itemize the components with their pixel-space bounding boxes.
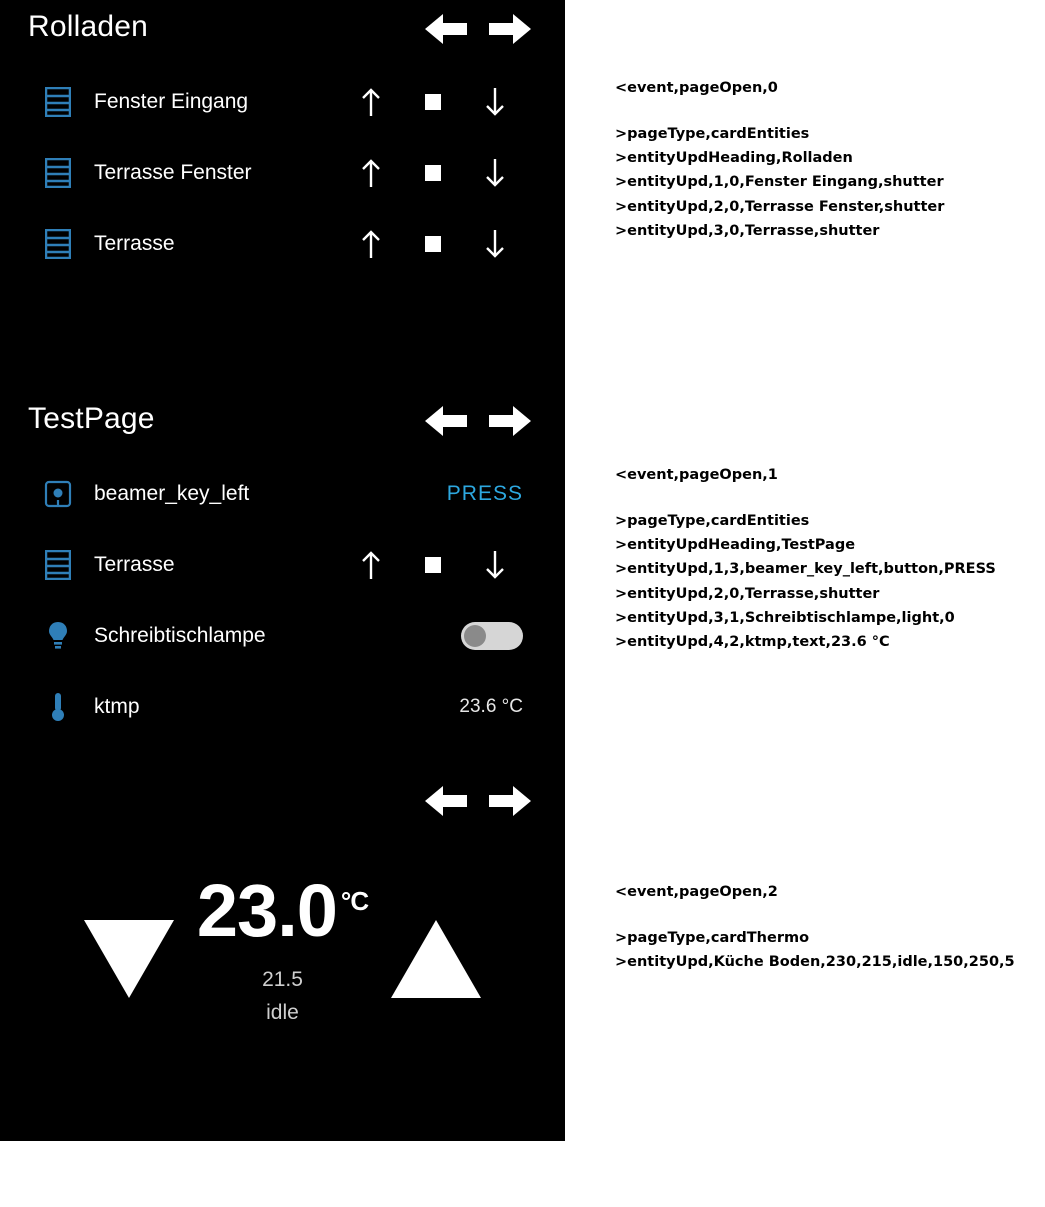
list-item-label: Terrasse xyxy=(94,552,175,576)
list-item xyxy=(0,671,565,742)
page-navigation xyxy=(423,8,543,50)
shutter-stop-button[interactable] xyxy=(415,156,451,190)
page-title: Rolladen xyxy=(28,10,149,43)
shutter-up-button[interactable] xyxy=(353,227,389,261)
doc-command-line: >entityUpd,1,3,beamer_key_left,button,PRESS xyxy=(615,561,996,578)
card-testpage xyxy=(0,392,565,772)
card-rolladen xyxy=(0,0,565,390)
page-title: TestPage xyxy=(28,402,155,435)
shutter-stop-button[interactable] xyxy=(415,85,451,119)
doc-command-line: >entityUpdHeading,Rolladen xyxy=(615,150,853,167)
next-page-button[interactable] xyxy=(485,8,533,50)
stop-square-icon xyxy=(425,236,441,252)
entity-rows xyxy=(0,66,565,279)
doc-event-line: <event,pageOpen,1 xyxy=(615,467,778,483)
stop-square-icon xyxy=(425,557,441,573)
toggle-knob xyxy=(464,625,486,647)
list-item[interactable] xyxy=(0,458,565,529)
doc-event-line: <event,pageOpen,0 xyxy=(615,80,778,96)
thermostat-control xyxy=(0,838,565,1207)
doc-command-lines xyxy=(615,926,1045,974)
stop-square-icon xyxy=(425,165,441,181)
prev-page-button[interactable] xyxy=(423,400,471,442)
thermostat-readout xyxy=(0,838,565,1038)
doc-command-line: >entityUpdHeading,TestPage xyxy=(615,537,856,554)
doc-command-line: >entityUpd,1,0,Fenster Eingang,shutter xyxy=(615,174,944,191)
current-temperature-value: 23.0 xyxy=(196,869,337,952)
prev-page-button[interactable] xyxy=(423,780,471,822)
shutter-controls xyxy=(353,548,523,582)
lightbulb-icon xyxy=(42,620,74,652)
shutter-icon xyxy=(42,86,74,118)
shutter-icon xyxy=(42,157,74,189)
prev-page-button[interactable] xyxy=(423,8,471,50)
shutter-stop-button[interactable] xyxy=(415,548,451,582)
doc-command-line: >pageType,cardEntities xyxy=(615,126,810,142)
shutter-up-button[interactable] xyxy=(353,156,389,190)
page-navigation xyxy=(423,780,543,822)
target-temperature: 21.5 xyxy=(262,968,303,991)
thermostat-name: Küche Boden xyxy=(207,1154,358,1182)
list-item-label: Terrasse xyxy=(94,231,175,255)
shutter-controls xyxy=(353,85,523,119)
doc-command-line: >entityUpd,3,1,Schreibtischlampe,light,0 xyxy=(615,609,955,626)
thermometer-icon xyxy=(42,691,74,723)
card-header xyxy=(0,392,565,458)
doc-command-line: >pageType,cardThermo xyxy=(615,930,810,946)
shutter-stop-button[interactable] xyxy=(415,227,451,261)
button-icon xyxy=(42,478,74,510)
list-item[interactable] xyxy=(0,529,565,600)
doc-block-page1 xyxy=(615,467,1045,654)
doc-block-page2 xyxy=(615,884,1045,974)
current-temperature xyxy=(0,868,565,953)
shutter-controls xyxy=(353,156,523,190)
doc-command-line: >entityUpd,3,0,Terrasse,shutter xyxy=(615,222,880,239)
doc-block-page0 xyxy=(615,80,1045,243)
list-item[interactable] xyxy=(0,137,565,208)
shutter-up-button[interactable] xyxy=(353,85,389,119)
shutter-up-button[interactable] xyxy=(353,548,389,582)
list-item-label: beamer_key_left xyxy=(94,481,250,505)
list-item-label: Schreibtischlampe xyxy=(94,623,266,647)
doc-command-line: >entityUpd,4,2,ktmp,text,23.6 °C xyxy=(615,634,890,651)
list-item[interactable] xyxy=(0,208,565,279)
doc-command-lines xyxy=(615,122,1045,243)
doc-command-line: >pageType,cardEntities xyxy=(615,513,810,529)
entity-rows xyxy=(0,458,565,742)
card-header xyxy=(0,0,565,66)
page-navigation xyxy=(423,400,543,442)
protocol-documentation xyxy=(565,0,1045,1141)
list-item-label: ktmp xyxy=(94,694,140,718)
list-item[interactable] xyxy=(0,66,565,137)
status-badge: idle xyxy=(266,1001,299,1024)
stop-square-icon xyxy=(425,94,441,110)
temperature-unit: °C xyxy=(340,886,369,917)
shutter-down-button[interactable] xyxy=(477,548,513,582)
list-item-label: Terrasse Fenster xyxy=(94,160,252,184)
list-item-label: Fenster Eingang xyxy=(94,89,249,113)
doc-command-line: >entityUpd,Küche Boden,230,215,idle,150,250,5 xyxy=(615,954,1015,971)
shutter-down-button[interactable] xyxy=(477,156,513,190)
press-button[interactable]: PRESS xyxy=(446,481,523,505)
doc-command-line: >entityUpd,2,0,Terrasse Fenster,shutter xyxy=(615,198,945,215)
shutter-controls xyxy=(353,227,523,261)
card-header xyxy=(0,772,565,838)
list-item[interactable] xyxy=(0,600,565,671)
shutter-icon xyxy=(42,549,74,581)
next-page-button[interactable] xyxy=(485,400,533,442)
light-toggle-switch[interactable] xyxy=(461,622,523,650)
shutter-down-button[interactable] xyxy=(477,85,513,119)
shutter-down-button[interactable] xyxy=(477,227,513,261)
doc-command-lines xyxy=(615,509,1045,654)
card-thermo xyxy=(0,772,565,1182)
doc-event-line: <event,pageOpen,2 xyxy=(615,884,778,900)
next-page-button[interactable] xyxy=(485,780,533,822)
doc-command-line: >entityUpd,2,0,Terrasse,shutter xyxy=(615,585,880,602)
shutter-icon xyxy=(42,228,74,260)
temperature-value: 23.6 °C xyxy=(459,695,523,717)
